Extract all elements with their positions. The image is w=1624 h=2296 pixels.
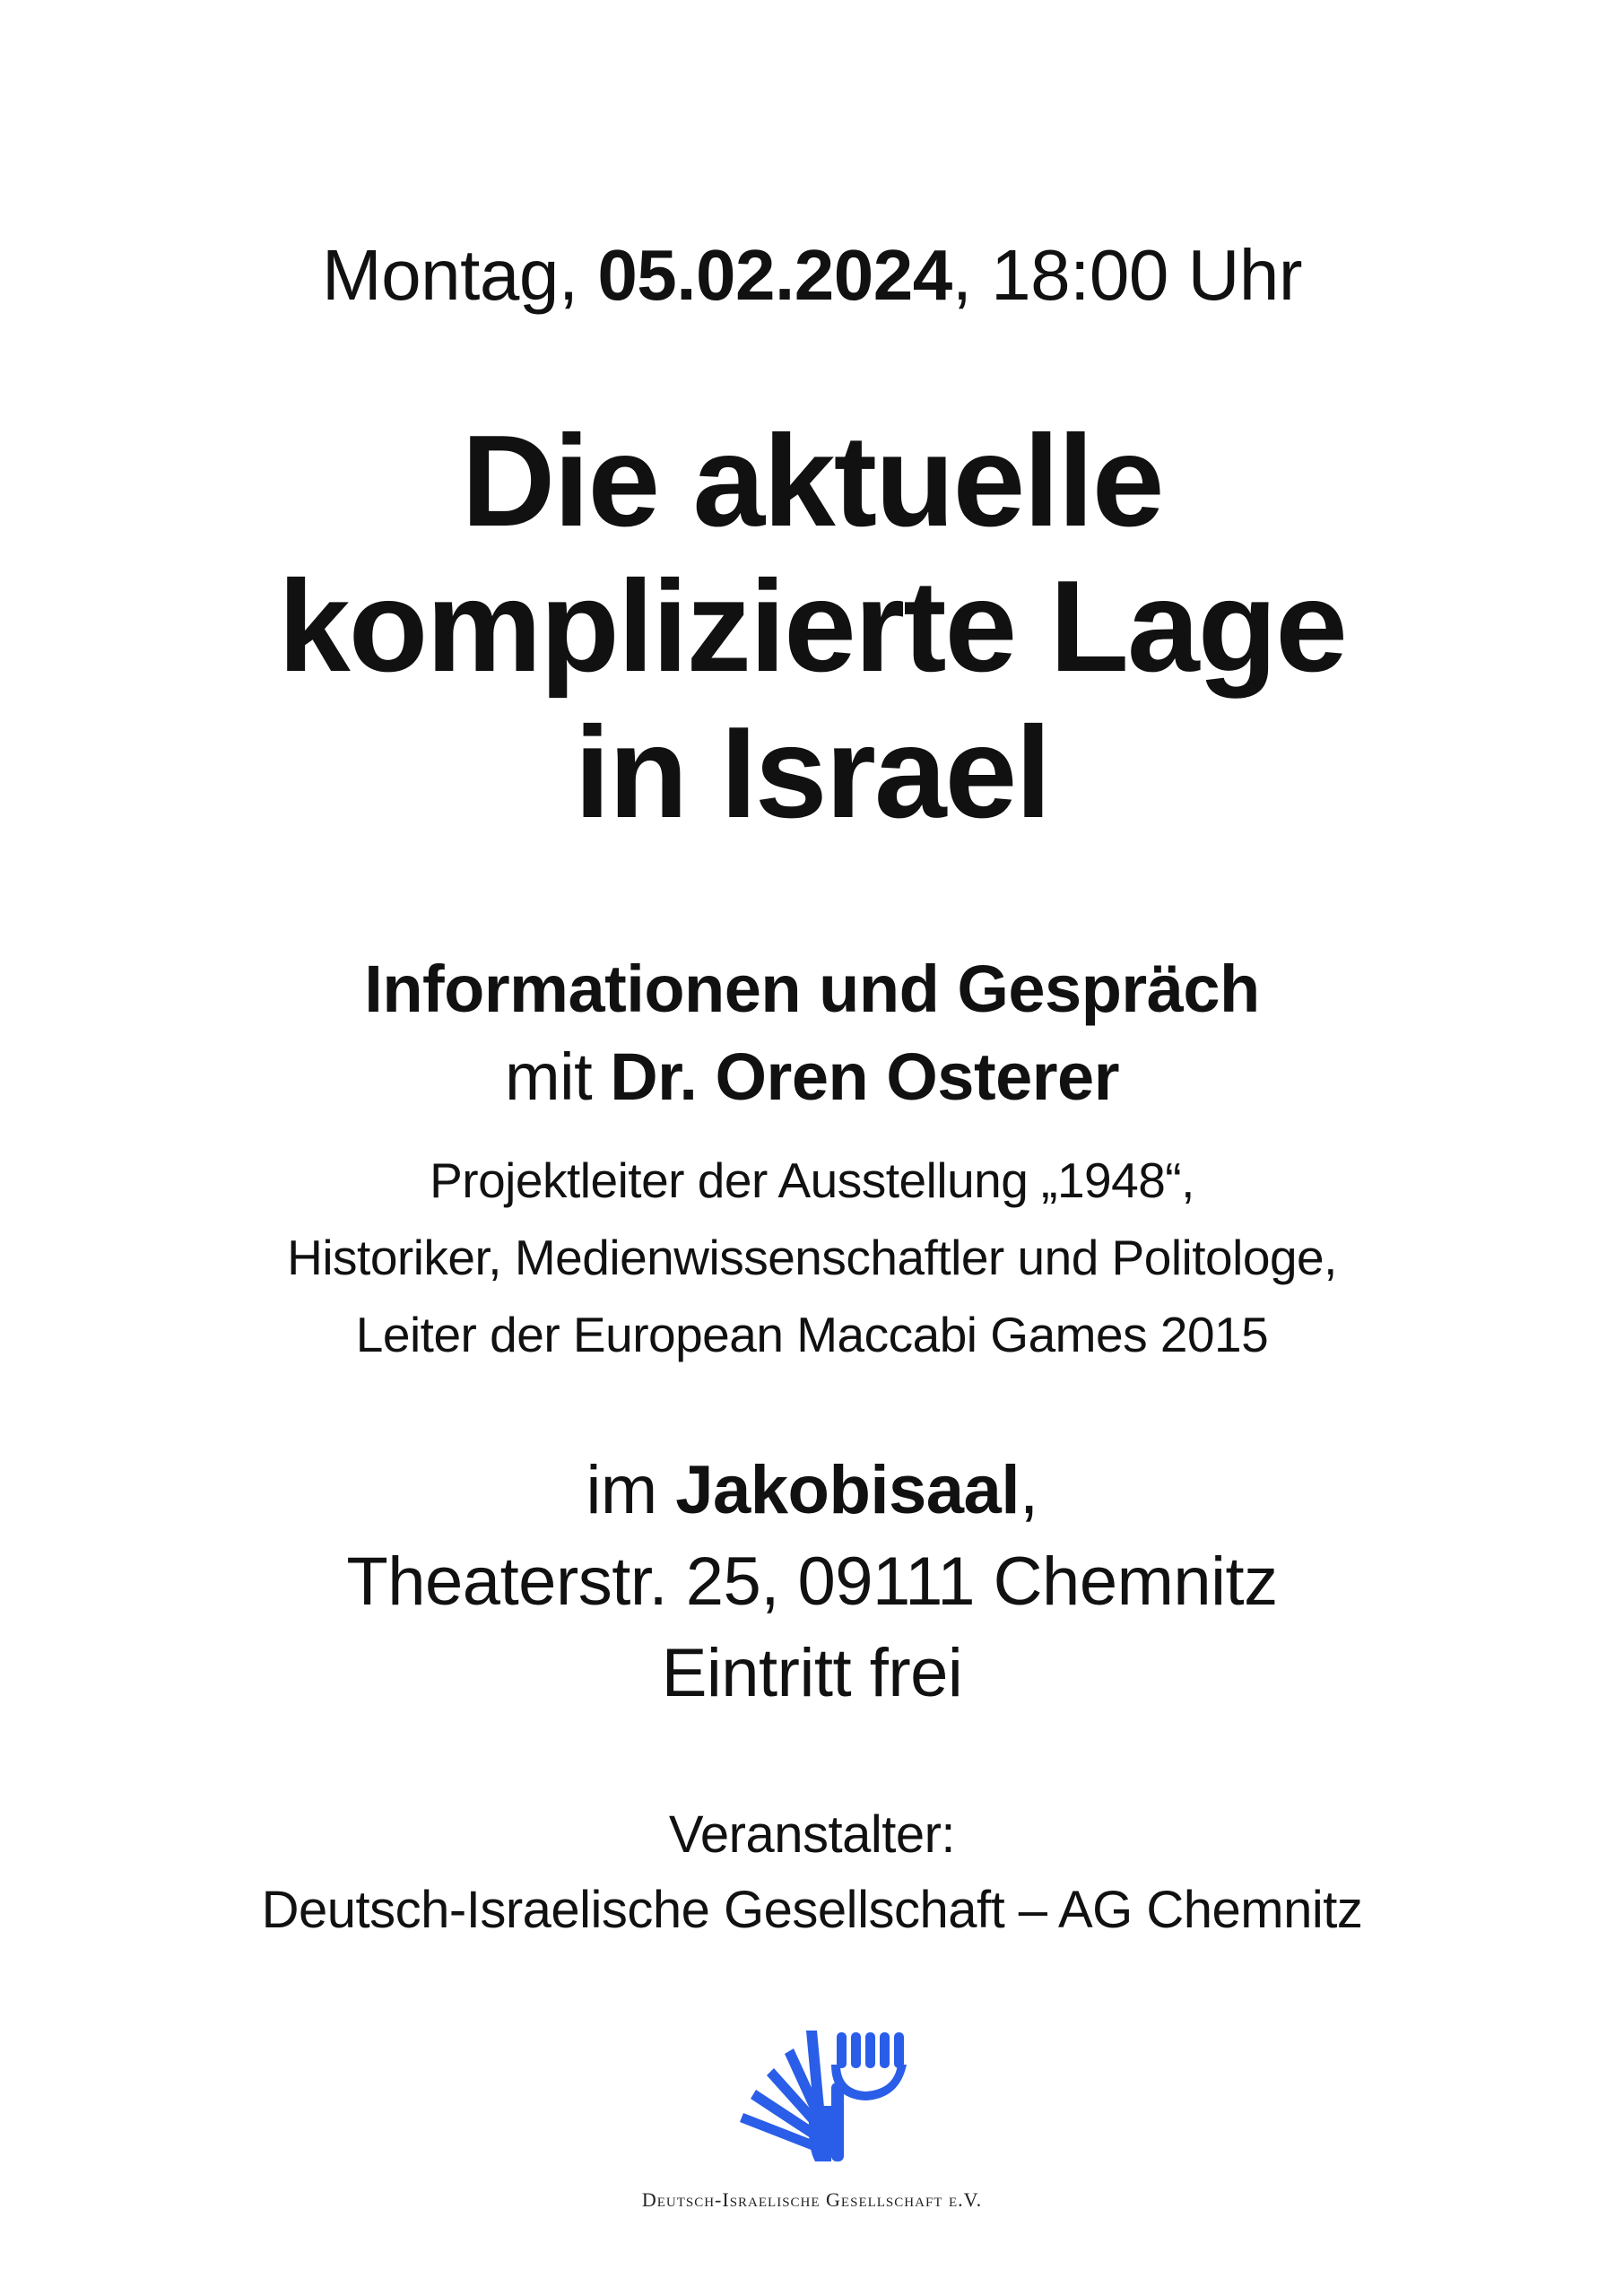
speaker-description-3: Leiter der European Maccabi Games 2015 — [355, 1307, 1269, 1362]
venue-suffix: , — [1019, 1452, 1038, 1528]
event-date: 05.02.2024 — [597, 235, 952, 315]
logo-caption: Deutsch-Israelische Gesellschaft e.V. — [641, 2188, 983, 2211]
venue-line — [0, 1451, 1624, 1530]
speaker-description-1: Projektleiter der Ausstellung „1948“, — [430, 1152, 1194, 1208]
event-datetime — [0, 235, 1624, 316]
menorah-hand-icon — [731, 2029, 910, 2163]
entry-note: Eintritt frei — [661, 1635, 963, 1711]
title-line-2: komplizierte Lage — [278, 553, 1346, 699]
title-line-3: in Israel — [574, 700, 1050, 845]
event-time: , 18:00 Uhr — [951, 235, 1302, 315]
speaker-prefix: mit — [504, 1039, 611, 1114]
venue-address: Theaterstr. 25, 09111 Chemnitz — [346, 1544, 1278, 1620]
organizer-name: Deutsch-Israelische Gesellschaft – AG Chemnitz — [261, 1881, 1363, 1939]
speaker-line — [0, 1039, 1624, 1116]
speaker-name: Dr. Oren Osterer — [610, 1039, 1119, 1114]
title-line-1: Die aktuelle — [461, 408, 1163, 553]
organizer-label: Veranstalter: — [668, 1805, 956, 1864]
venue-prefix: im — [586, 1452, 676, 1528]
event-day: Montag, — [322, 235, 598, 315]
venue-name: Jakobisaal — [675, 1452, 1020, 1528]
speaker-heading: Informationen und Gespräch — [364, 952, 1260, 1026]
speaker-description-2: Historiker, Medienwissenschaftler und Politologe, — [287, 1230, 1337, 1285]
